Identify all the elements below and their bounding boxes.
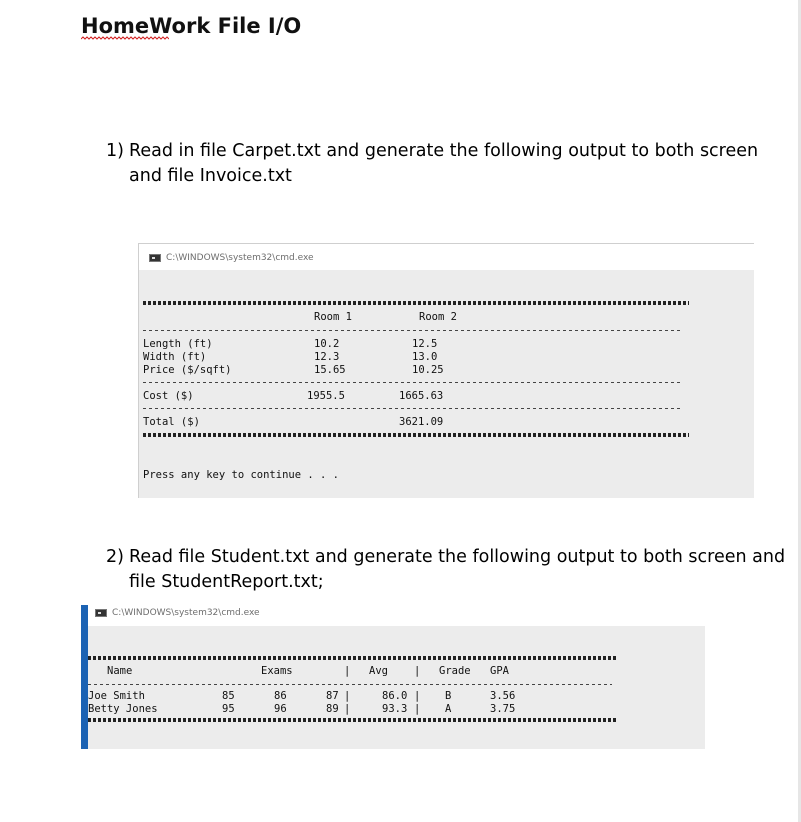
- student-name: Betty Jones: [88, 703, 158, 715]
- length-room-1: 10.2: [314, 338, 340, 350]
- page-title: HomeWork File I/O: [81, 14, 302, 38]
- dash-line: [143, 408, 683, 409]
- student-gpa: 3.75: [490, 703, 516, 715]
- dash-line: [143, 330, 683, 331]
- header-gpa: GPA: [490, 665, 509, 677]
- task-1-line-1: Read in file Carpet.txt and generate the following output to both screen: [129, 141, 759, 161]
- cost-room-2: 1665.63: [399, 390, 444, 402]
- console-window-1: [138, 243, 754, 498]
- console-1-titlebar: [139, 244, 754, 270]
- asterisk-line: [88, 656, 618, 660]
- student-avg: 93.3: [382, 703, 408, 715]
- task-1-number: 1): [106, 141, 124, 161]
- width-room-1: 12.3: [314, 351, 340, 363]
- column-separator: |: [344, 703, 351, 715]
- price-room-1: 15.65: [314, 364, 346, 376]
- width-room-2: 13.0: [412, 351, 438, 363]
- student-gpa: 3.56: [490, 690, 516, 702]
- column-separator: |: [414, 703, 421, 715]
- total-value: 3621.09: [399, 416, 444, 428]
- student-exam-1: 85: [222, 690, 235, 702]
- press-any-key-prompt: Press any key to continue . . .: [143, 469, 339, 481]
- row-label-length: Length (ft): [143, 338, 213, 350]
- student-exam-2: 96: [274, 703, 287, 715]
- header-separator: |: [344, 665, 351, 677]
- student-name: Joe Smith: [88, 690, 145, 702]
- column-separator: |: [414, 690, 421, 702]
- cmd-icon: [149, 254, 161, 262]
- row-label-width: Width (ft): [143, 351, 207, 363]
- cmd-icon: [95, 609, 107, 617]
- asterisk-line: [143, 433, 689, 437]
- dash-line: [88, 684, 612, 685]
- header-grade: Grade: [439, 665, 471, 677]
- column-separator: |: [344, 690, 351, 702]
- header-exams: Exams: [261, 665, 293, 677]
- task-1-line-2: and file Invoice.txt: [129, 166, 292, 186]
- task-2: [106, 545, 785, 595]
- header-name: Name: [107, 665, 133, 677]
- student-exam-3: 89: [326, 703, 339, 715]
- row-label-cost: Cost ($): [143, 390, 194, 402]
- student-grade: A: [445, 703, 452, 715]
- task-2-number: 2): [106, 547, 124, 567]
- student-exam-1: 95: [222, 703, 235, 715]
- row-label-total: Total ($): [143, 416, 200, 428]
- dash-line: [143, 382, 683, 383]
- console-1-title: C:\WINDOWS\system32\cmd.exe: [166, 253, 314, 263]
- student-exam-3: 87: [326, 690, 339, 702]
- header-avg: Avg: [369, 665, 388, 677]
- console-2-title: C:\WINDOWS\system32\cmd.exe: [112, 608, 260, 618]
- header-room-2: Room 2: [419, 311, 457, 323]
- student-grade: B: [445, 690, 452, 702]
- selection-bar: [81, 605, 88, 749]
- length-room-2: 12.5: [412, 338, 438, 350]
- console-window-2: [88, 605, 705, 749]
- price-room-2: 10.25: [412, 364, 444, 376]
- row-label-price: Price ($/sqft): [143, 364, 232, 376]
- cost-room-1: 1955.5: [307, 390, 345, 402]
- header-separator: |: [414, 665, 421, 677]
- student-exam-2: 86: [274, 690, 287, 702]
- header-room-1: Room 1: [314, 311, 352, 323]
- task-2-line-1: Read file Student.txt and generate the following output to both screen and: [129, 547, 786, 567]
- task-1: [106, 139, 758, 189]
- task-2-line-2: file StudentReport.txt;: [129, 572, 324, 592]
- asterisk-line: [143, 301, 689, 305]
- console-2-titlebar: [88, 605, 705, 626]
- asterisk-line: [88, 718, 618, 722]
- student-avg: 86.0: [382, 690, 408, 702]
- spellcheck-underline: [81, 36, 169, 40]
